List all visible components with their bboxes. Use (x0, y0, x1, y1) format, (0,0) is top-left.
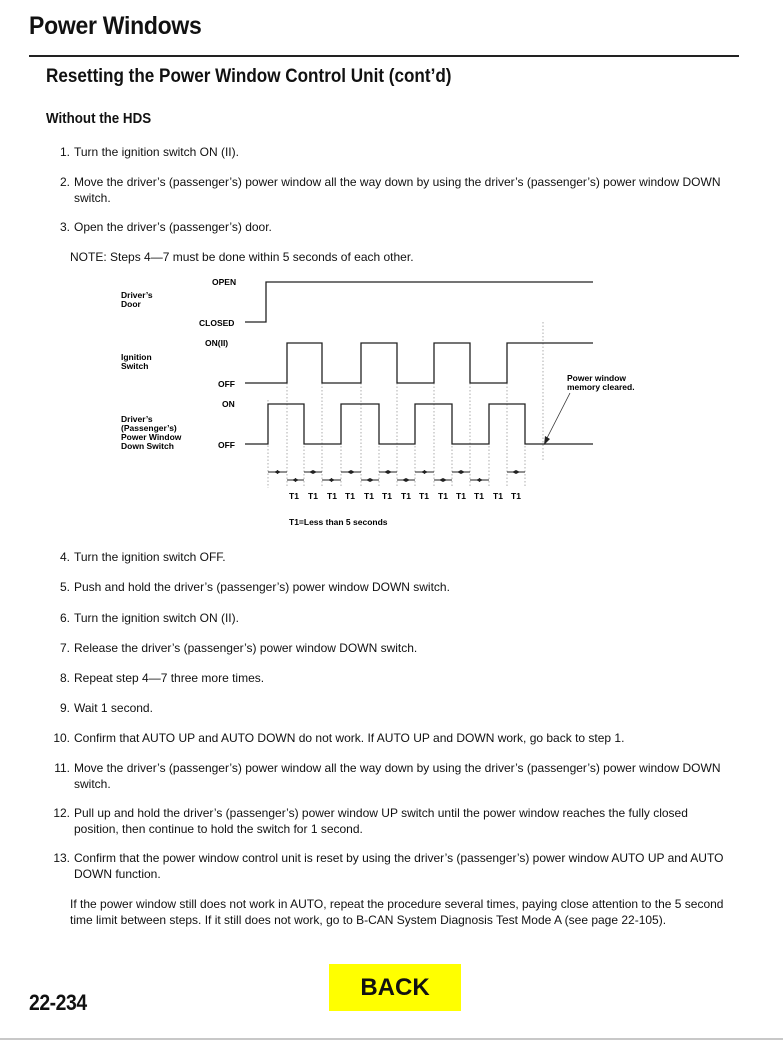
annotation-leader-line (546, 393, 570, 440)
svg-text:T1: T1 (401, 491, 411, 501)
signal-name-door: Driver’s Door (121, 290, 153, 309)
step-text: Release the driver’s (passenger’s) power window DOWN switch. (74, 641, 418, 655)
state-label-on-switch: ON (222, 399, 235, 409)
step-text: Open the driver’s (passenger’s) door. (74, 220, 272, 234)
subsection-title: Without the HDS (46, 111, 152, 127)
state-label-open: OPEN (212, 277, 237, 287)
step-number: 10. (53, 731, 70, 745)
step-text: Confirm that AUTO UP and AUTO DOWN do not work. If AUTO UP and DOWN work, go back to step 1. (74, 731, 625, 745)
svg-text:T1: T1 (438, 491, 448, 501)
guide-lines (268, 322, 543, 488)
step-number: 4. (59, 550, 70, 564)
interval-labels (289, 491, 521, 501)
step-number: 1. (59, 145, 70, 159)
step-text: Wait 1 second. (74, 701, 153, 715)
step-number: 7. (59, 641, 70, 655)
state-label-on-ii: ON(II) (205, 338, 229, 348)
step-number: 13. (53, 851, 70, 865)
interval-arrow-icon (341, 470, 361, 474)
step-number: 2. (59, 175, 70, 189)
step-text: Turn the ignition switch ON (II). (74, 145, 239, 159)
interval-arrow-icon (322, 478, 341, 482)
interval-arrows (268, 470, 525, 482)
step-number: 11. (54, 761, 70, 775)
step-text: Move the driver’s (passenger’s) power window all the way down by using the driver’s (passenger’s) power window DOWN switch. (74, 175, 721, 205)
page-title: Power Windows (29, 12, 202, 40)
interval-arrow-icon (268, 470, 287, 474)
interval-arrow-icon (452, 470, 470, 474)
svg-text:T1: T1 (456, 491, 466, 501)
bottom-divider (0, 1038, 783, 1040)
step-number: 6. (59, 611, 70, 625)
waveform-window-switch (245, 404, 593, 444)
step-text: Push and hold the driver’s (passenger’s) power window DOWN switch. (74, 580, 450, 594)
svg-text:T1: T1 (474, 491, 484, 501)
svg-text:T1: T1 (345, 491, 355, 501)
interval-arrow-icon (434, 478, 452, 482)
step-number: 12. (53, 806, 70, 820)
step-text: Pull up and hold the driver’s (passenger’s) power window UP switch until the power window reaches the fully closed position, then continue to hold the switch for 1 second. (74, 806, 688, 836)
step-text: Repeat step 4—7 three more times. (74, 671, 265, 685)
interval-arrow-icon (397, 478, 415, 482)
waveform-ignition (245, 343, 593, 383)
svg-text:T1: T1 (382, 491, 392, 501)
interval-arrow-icon (379, 470, 397, 474)
closing-paragraph: If the power window still does not work in AUTO, repeat the procedure several times, paying close attention to the 5 second time limit between steps. If it still does not work, go to B-CAN System Diagnosis Test Mode A (see page 22-105). (70, 897, 724, 927)
step-number: 8. (59, 671, 70, 685)
svg-text:T1: T1 (289, 491, 299, 501)
interval-arrow-icon (304, 470, 322, 474)
svg-text:T1: T1 (493, 491, 503, 501)
step-4 (50, 550, 730, 566)
state-label-off-switch: OFF (218, 440, 235, 450)
state-label-closed: CLOSED (199, 318, 235, 328)
step-6 (50, 611, 730, 627)
svg-text:T1: T1 (419, 491, 429, 501)
note-text: NOTE: Steps 4—7 must be done within 5 seconds of each other. (70, 250, 414, 264)
svg-text:T1: T1 (364, 491, 374, 501)
svg-text:T1: T1 (308, 491, 318, 501)
step-number: 9. (59, 701, 70, 715)
back-button[interactable]: BACK (329, 964, 461, 1011)
step-text: Move the driver’s (passenger’s) power window all the way down by using the driver’s (passenger’s) power window DOWN switch. (74, 761, 721, 791)
interval-legend: T1=Less than 5 seconds (289, 517, 388, 527)
interval-arrow-icon (415, 470, 434, 474)
state-label-off-ignition: OFF (218, 379, 235, 389)
step-13 (50, 851, 730, 882)
annotation-memory-cleared: Power window memory cleared. (567, 373, 635, 392)
step-9 (50, 701, 730, 717)
interval-arrow-icon (470, 478, 489, 482)
waveform-door (245, 282, 593, 322)
step-number: 3. (59, 220, 70, 234)
interval-arrow-icon (287, 478, 304, 482)
step-8 (50, 671, 730, 687)
section-title: Resetting the Power Window Control Unit (cont’d) (46, 66, 452, 87)
step-text: Confirm that the power window control unit is reset by using the driver’s (passenger’s) power window AUTO UP and AUTO DOWN function. (74, 851, 724, 881)
step-7 (50, 641, 730, 657)
page-number: 22-234 (29, 990, 87, 1015)
interval-arrow-icon (361, 478, 379, 482)
svg-text:T1: T1 (327, 491, 337, 501)
svg-text:T1: T1 (511, 491, 521, 501)
step-5 (50, 580, 730, 596)
step-text: Turn the ignition switch ON (II). (74, 611, 239, 625)
step-11 (50, 761, 730, 792)
step-number: 5. (59, 580, 70, 594)
signal-name-ignition: Ignition Switch (121, 352, 152, 371)
step-10 (50, 731, 730, 747)
step-12 (50, 806, 730, 837)
interval-arrow-icon (507, 470, 525, 474)
step-text: Turn the ignition switch OFF. (74, 550, 226, 564)
signal-name-window-switch: Driver’s (Passenger’s) Power Window Down Switch (121, 414, 182, 451)
